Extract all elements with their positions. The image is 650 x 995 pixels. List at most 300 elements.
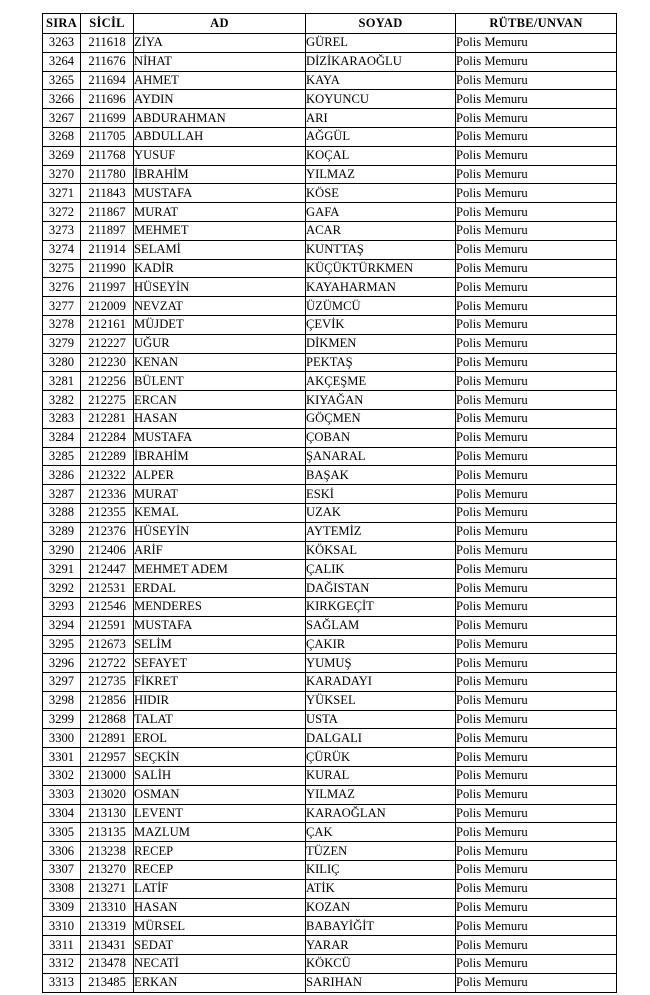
cell-sicil: 212957	[81, 748, 134, 767]
cell-rutbe: Polis Memuru	[456, 767, 617, 786]
cell-sicil: 212531	[81, 579, 134, 598]
cell-ad: ERDAL	[134, 579, 306, 598]
cell-soyad: SARIHAN	[306, 973, 456, 992]
cell-sira: 3270	[43, 165, 81, 184]
cell-ad: MURAT	[134, 203, 306, 222]
cell-rutbe: Polis Memuru	[456, 127, 617, 146]
cell-sicil: 211867	[81, 203, 134, 222]
cell-sicil: 212891	[81, 729, 134, 748]
cell-sira: 3272	[43, 203, 81, 222]
cell-sicil: 212868	[81, 710, 134, 729]
cell-ad: KENAN	[134, 353, 306, 372]
cell-soyad: KARAOĞLAN	[306, 804, 456, 823]
cell-rutbe: Polis Memuru	[456, 635, 617, 654]
cell-ad: ABDULLAH	[134, 127, 306, 146]
table-row	[43, 34, 617, 53]
cell-soyad: ÇAKIR	[306, 635, 456, 654]
cell-sira: 3264	[43, 52, 81, 71]
cell-soyad: YÜKSEL	[306, 691, 456, 710]
cell-sicil: 212355	[81, 503, 134, 522]
cell-ad: HÜSEYİN	[134, 278, 306, 297]
cell-sira: 3302	[43, 767, 81, 786]
cell-ad: MEHMET	[134, 221, 306, 240]
cell-ad: KEMAL	[134, 503, 306, 522]
table-row	[43, 334, 617, 353]
cell-sira: 3287	[43, 485, 81, 504]
cell-sicil: 212230	[81, 353, 134, 372]
cell-sira: 3304	[43, 804, 81, 823]
cell-rutbe: Polis Memuru	[456, 654, 617, 673]
cell-sicil: 212275	[81, 391, 134, 410]
cell-rutbe: Polis Memuru	[456, 710, 617, 729]
cell-ad: SEÇKİN	[134, 748, 306, 767]
table-row	[43, 221, 617, 240]
cell-soyad: YUMUŞ	[306, 654, 456, 673]
cell-soyad: KIYAĞAN	[306, 391, 456, 410]
cell-sira: 3308	[43, 879, 81, 898]
table-row	[43, 842, 617, 861]
cell-sira: 3310	[43, 917, 81, 936]
table-row	[43, 503, 617, 522]
cell-rutbe: Polis Memuru	[456, 52, 617, 71]
cell-sicil: 212256	[81, 372, 134, 391]
cell-rutbe: Polis Memuru	[456, 936, 617, 955]
table-row	[43, 372, 617, 391]
cell-rutbe: Polis Memuru	[456, 898, 617, 917]
table-row	[43, 428, 617, 447]
cell-sicil: 213271	[81, 879, 134, 898]
table-row	[43, 955, 617, 974]
cell-sira: 3303	[43, 785, 81, 804]
personnel-roster-table	[42, 13, 617, 993]
cell-rutbe: Polis Memuru	[456, 109, 617, 128]
cell-rutbe: Polis Memuru	[456, 579, 617, 598]
table-row	[43, 823, 617, 842]
table-row	[43, 90, 617, 109]
cell-sicil: 212376	[81, 522, 134, 541]
cell-sira: 3274	[43, 240, 81, 259]
cell-sira: 3291	[43, 560, 81, 579]
cell-rutbe: Polis Memuru	[456, 560, 617, 579]
cell-ad: ABDURAHMAN	[134, 109, 306, 128]
table-row	[43, 767, 617, 786]
cell-ad: SELİM	[134, 635, 306, 654]
cell-rutbe: Polis Memuru	[456, 353, 617, 372]
cell-ad: HÜSEYİN	[134, 522, 306, 541]
cell-soyad: KAYAHARMAN	[306, 278, 456, 297]
cell-soyad: ATİK	[306, 879, 456, 898]
table-row	[43, 315, 617, 334]
cell-rutbe: Polis Memuru	[456, 146, 617, 165]
cell-sicil: 211997	[81, 278, 134, 297]
cell-sicil: 213020	[81, 785, 134, 804]
cell-soyad: KÜÇÜKTÜRKMEN	[306, 259, 456, 278]
cell-sicil: 212336	[81, 485, 134, 504]
table-row	[43, 165, 617, 184]
cell-rutbe: Polis Memuru	[456, 917, 617, 936]
cell-rutbe: Polis Memuru	[456, 259, 617, 278]
cell-sicil: 212673	[81, 635, 134, 654]
cell-sicil: 212591	[81, 616, 134, 635]
cell-rutbe: Polis Memuru	[456, 973, 617, 992]
cell-ad: MÜRSEL	[134, 917, 306, 936]
cell-rutbe: Polis Memuru	[456, 184, 617, 203]
cell-sicil: 212009	[81, 297, 134, 316]
roster-table-container	[42, 13, 616, 993]
cell-sira: 3269	[43, 146, 81, 165]
cell-sicil: 213310	[81, 898, 134, 917]
cell-sira: 3276	[43, 278, 81, 297]
cell-sira: 3286	[43, 466, 81, 485]
cell-ad: OSMAN	[134, 785, 306, 804]
cell-ad: MUSTAFA	[134, 616, 306, 635]
cell-sira: 3290	[43, 541, 81, 560]
cell-rutbe: Polis Memuru	[456, 334, 617, 353]
cell-soyad: KOZAN	[306, 898, 456, 917]
cell-rutbe: Polis Memuru	[456, 203, 617, 222]
cell-soyad: PEKTAŞ	[306, 353, 456, 372]
cell-sicil: 213319	[81, 917, 134, 936]
cell-soyad: KILIÇ	[306, 861, 456, 880]
cell-ad: RECEP	[134, 861, 306, 880]
cell-sicil: 213135	[81, 823, 134, 842]
cell-rutbe: Polis Memuru	[456, 691, 617, 710]
cell-sira: 3280	[43, 353, 81, 372]
cell-sicil: 213485	[81, 973, 134, 992]
cell-rutbe: Polis Memuru	[456, 785, 617, 804]
table-row	[43, 804, 617, 823]
table-row	[43, 597, 617, 616]
table-row	[43, 973, 617, 992]
cell-ad: NECATİ	[134, 955, 306, 974]
cell-sicil: 212546	[81, 597, 134, 616]
cell-rutbe: Polis Memuru	[456, 447, 617, 466]
cell-sicil: 212322	[81, 466, 134, 485]
table-row	[43, 635, 617, 654]
cell-ad: KADİR	[134, 259, 306, 278]
cell-ad: BÜLENT	[134, 372, 306, 391]
cell-soyad: ÇÜRÜK	[306, 748, 456, 767]
cell-sira: 3305	[43, 823, 81, 842]
table-row	[43, 560, 617, 579]
table-row	[43, 203, 617, 222]
cell-soyad: KURAL	[306, 767, 456, 786]
cell-sicil: 211705	[81, 127, 134, 146]
cell-sicil: 212856	[81, 691, 134, 710]
cell-ad: ARİF	[134, 541, 306, 560]
cell-soyad: DALGALI	[306, 729, 456, 748]
cell-sira: 3279	[43, 334, 81, 353]
cell-sira: 3271	[43, 184, 81, 203]
cell-soyad: ÇALIK	[306, 560, 456, 579]
cell-sira: 3297	[43, 673, 81, 692]
table-row	[43, 917, 617, 936]
cell-ad: AHMET	[134, 71, 306, 90]
cell-soyad: DİKMEN	[306, 334, 456, 353]
column-header-ad: AD	[134, 14, 306, 34]
cell-rutbe: Polis Memuru	[456, 391, 617, 410]
cell-ad: İBRAHİM	[134, 447, 306, 466]
cell-soyad: KÖKSAL	[306, 541, 456, 560]
table-row	[43, 936, 617, 955]
cell-sira: 3278	[43, 315, 81, 334]
table-row	[43, 409, 617, 428]
table-row	[43, 127, 617, 146]
cell-sira: 3266	[43, 90, 81, 109]
table-header	[43, 14, 617, 34]
cell-ad: İBRAHİM	[134, 165, 306, 184]
table-row	[43, 522, 617, 541]
cell-sicil: 211768	[81, 146, 134, 165]
cell-sira: 3300	[43, 729, 81, 748]
cell-sira: 3312	[43, 955, 81, 974]
cell-rutbe: Polis Memuru	[456, 409, 617, 428]
table-row	[43, 184, 617, 203]
cell-ad: ERCAN	[134, 391, 306, 410]
cell-sicil: 212161	[81, 315, 134, 334]
table-row	[43, 109, 617, 128]
table-row	[43, 691, 617, 710]
cell-rutbe: Polis Memuru	[456, 428, 617, 447]
cell-sicil: 211699	[81, 109, 134, 128]
cell-ad: MUSTAFA	[134, 428, 306, 447]
cell-ad: AYDIN	[134, 90, 306, 109]
cell-soyad: YILMAZ	[306, 165, 456, 184]
cell-sira: 3309	[43, 898, 81, 917]
cell-rutbe: Polis Memuru	[456, 372, 617, 391]
cell-ad: ERKAN	[134, 973, 306, 992]
cell-ad: MEHMET ADEM	[134, 560, 306, 579]
cell-soyad: KOYUNCU	[306, 90, 456, 109]
cell-rutbe: Polis Memuru	[456, 673, 617, 692]
cell-soyad: ÜZÜMCÜ	[306, 297, 456, 316]
cell-rutbe: Polis Memuru	[456, 315, 617, 334]
cell-rutbe: Polis Memuru	[456, 955, 617, 974]
cell-ad: NİHAT	[134, 52, 306, 71]
cell-soyad: UZAK	[306, 503, 456, 522]
cell-sira: 3292	[43, 579, 81, 598]
table-row	[43, 52, 617, 71]
column-header-sira: SIRA	[43, 14, 81, 34]
cell-soyad: USTA	[306, 710, 456, 729]
cell-sira: 3313	[43, 973, 81, 992]
cell-soyad: BAŞAK	[306, 466, 456, 485]
cell-sira: 3294	[43, 616, 81, 635]
table-row	[43, 447, 617, 466]
cell-ad: SELAMİ	[134, 240, 306, 259]
cell-rutbe: Polis Memuru	[456, 748, 617, 767]
table-row	[43, 485, 617, 504]
cell-ad: NEVZAT	[134, 297, 306, 316]
table-row	[43, 861, 617, 880]
cell-sicil: 212227	[81, 334, 134, 353]
cell-ad: LATİF	[134, 879, 306, 898]
table-row	[43, 391, 617, 410]
cell-sicil: 213000	[81, 767, 134, 786]
cell-sira: 3273	[43, 221, 81, 240]
table-row	[43, 710, 617, 729]
cell-soyad: ŞANARAL	[306, 447, 456, 466]
cell-rutbe: Polis Memuru	[456, 729, 617, 748]
cell-soyad: GÜREL	[306, 34, 456, 53]
cell-rutbe: Polis Memuru	[456, 90, 617, 109]
cell-sira: 3267	[43, 109, 81, 128]
cell-sicil: 211694	[81, 71, 134, 90]
cell-ad: MÜJDET	[134, 315, 306, 334]
cell-rutbe: Polis Memuru	[456, 221, 617, 240]
cell-rutbe: Polis Memuru	[456, 297, 617, 316]
cell-rutbe: Polis Memuru	[456, 503, 617, 522]
cell-soyad: YARAR	[306, 936, 456, 955]
cell-soyad: ÇAK	[306, 823, 456, 842]
cell-ad: ZİYA	[134, 34, 306, 53]
cell-sira: 3288	[43, 503, 81, 522]
table-row	[43, 879, 617, 898]
cell-ad: MAZLUM	[134, 823, 306, 842]
cell-rutbe: Polis Memuru	[456, 597, 617, 616]
cell-sicil: 211780	[81, 165, 134, 184]
cell-ad: MUSTAFA	[134, 184, 306, 203]
cell-soyad: ÇEVİK	[306, 315, 456, 334]
table-row	[43, 240, 617, 259]
cell-sira: 3295	[43, 635, 81, 654]
cell-ad: SEDAT	[134, 936, 306, 955]
cell-ad: RECEP	[134, 842, 306, 861]
cell-rutbe: Polis Memuru	[456, 278, 617, 297]
column-header-rutbe: RÜTBE/UNVAN	[456, 14, 617, 34]
cell-ad: UĞUR	[134, 334, 306, 353]
cell-sira: 3263	[43, 34, 81, 53]
cell-rutbe: Polis Memuru	[456, 842, 617, 861]
cell-sira: 3299	[43, 710, 81, 729]
cell-soyad: TÜZEN	[306, 842, 456, 861]
cell-sicil: 213270	[81, 861, 134, 880]
cell-ad: HIDIR	[134, 691, 306, 710]
cell-soyad: AYTEMİZ	[306, 522, 456, 541]
cell-ad: FİKRET	[134, 673, 306, 692]
cell-sicil: 213238	[81, 842, 134, 861]
cell-ad: EROL	[134, 729, 306, 748]
cell-rutbe: Polis Memuru	[456, 165, 617, 184]
cell-sicil: 211618	[81, 34, 134, 53]
table-row	[43, 466, 617, 485]
cell-rutbe: Polis Memuru	[456, 522, 617, 541]
cell-ad: ALPER	[134, 466, 306, 485]
cell-ad: HASAN	[134, 409, 306, 428]
cell-soyad: GÖÇMEN	[306, 409, 456, 428]
cell-rutbe: Polis Memuru	[456, 485, 617, 504]
cell-sira: 3307	[43, 861, 81, 880]
cell-rutbe: Polis Memuru	[456, 240, 617, 259]
cell-soyad: YILMAZ	[306, 785, 456, 804]
cell-soyad: DİZİKARAOĞLU	[306, 52, 456, 71]
cell-sicil: 213478	[81, 955, 134, 974]
table-row	[43, 898, 617, 917]
cell-ad: LEVENT	[134, 804, 306, 823]
cell-sicil: 212735	[81, 673, 134, 692]
cell-sicil: 211843	[81, 184, 134, 203]
cell-sicil: 212289	[81, 447, 134, 466]
cell-soyad: ACAR	[306, 221, 456, 240]
table-row	[43, 146, 617, 165]
cell-soyad: KARADAYI	[306, 673, 456, 692]
cell-sira: 3296	[43, 654, 81, 673]
cell-soyad: ESKİ	[306, 485, 456, 504]
cell-soyad: GAFA	[306, 203, 456, 222]
table-row	[43, 278, 617, 297]
cell-sicil: 212447	[81, 560, 134, 579]
cell-sira: 3284	[43, 428, 81, 447]
table-header-row	[43, 14, 617, 34]
table-body	[43, 34, 617, 993]
table-row	[43, 673, 617, 692]
cell-sira: 3306	[43, 842, 81, 861]
cell-rutbe: Polis Memuru	[456, 823, 617, 842]
cell-ad: SEFAYET	[134, 654, 306, 673]
cell-rutbe: Polis Memuru	[456, 879, 617, 898]
cell-sicil: 213130	[81, 804, 134, 823]
cell-sira: 3281	[43, 372, 81, 391]
column-header-soyad: SOYAD	[306, 14, 456, 34]
cell-sicil: 212284	[81, 428, 134, 447]
cell-sira: 3282	[43, 391, 81, 410]
table-row	[43, 616, 617, 635]
table-row	[43, 71, 617, 90]
cell-sira: 3298	[43, 691, 81, 710]
cell-sicil: 211676	[81, 52, 134, 71]
cell-soyad: KÖSE	[306, 184, 456, 203]
cell-sicil: 211914	[81, 240, 134, 259]
cell-sira: 3301	[43, 748, 81, 767]
cell-sira: 3265	[43, 71, 81, 90]
cell-rutbe: Polis Memuru	[456, 34, 617, 53]
table-row	[43, 729, 617, 748]
cell-rutbe: Polis Memuru	[456, 466, 617, 485]
cell-soyad: KAYA	[306, 71, 456, 90]
cell-sicil: 211696	[81, 90, 134, 109]
cell-sicil: 212406	[81, 541, 134, 560]
cell-sicil: 212722	[81, 654, 134, 673]
cell-soyad: ÇOBAN	[306, 428, 456, 447]
cell-soyad: KÖKCÜ	[306, 955, 456, 974]
cell-sicil: 211990	[81, 259, 134, 278]
table-row	[43, 297, 617, 316]
cell-sira: 3275	[43, 259, 81, 278]
cell-soyad: KOÇAL	[306, 146, 456, 165]
cell-ad: YUSUF	[134, 146, 306, 165]
cell-ad: MURAT	[134, 485, 306, 504]
cell-sira: 3289	[43, 522, 81, 541]
table-row	[43, 353, 617, 372]
cell-rutbe: Polis Memuru	[456, 861, 617, 880]
table-row	[43, 654, 617, 673]
cell-ad: SALİH	[134, 767, 306, 786]
table-row	[43, 579, 617, 598]
cell-soyad: ARI	[306, 109, 456, 128]
table-row	[43, 259, 617, 278]
cell-ad: TALAT	[134, 710, 306, 729]
cell-sira: 3283	[43, 409, 81, 428]
column-header-sicil: SİCİL	[81, 14, 134, 34]
cell-rutbe: Polis Memuru	[456, 616, 617, 635]
cell-sicil: 212281	[81, 409, 134, 428]
cell-soyad: AĞGÜL	[306, 127, 456, 146]
cell-soyad: SAĞLAM	[306, 616, 456, 635]
cell-soyad: BABAYİĞİT	[306, 917, 456, 936]
cell-soyad: KIRKGEÇİT	[306, 597, 456, 616]
cell-ad: MENDERES	[134, 597, 306, 616]
cell-soyad: DAĞISTAN	[306, 579, 456, 598]
